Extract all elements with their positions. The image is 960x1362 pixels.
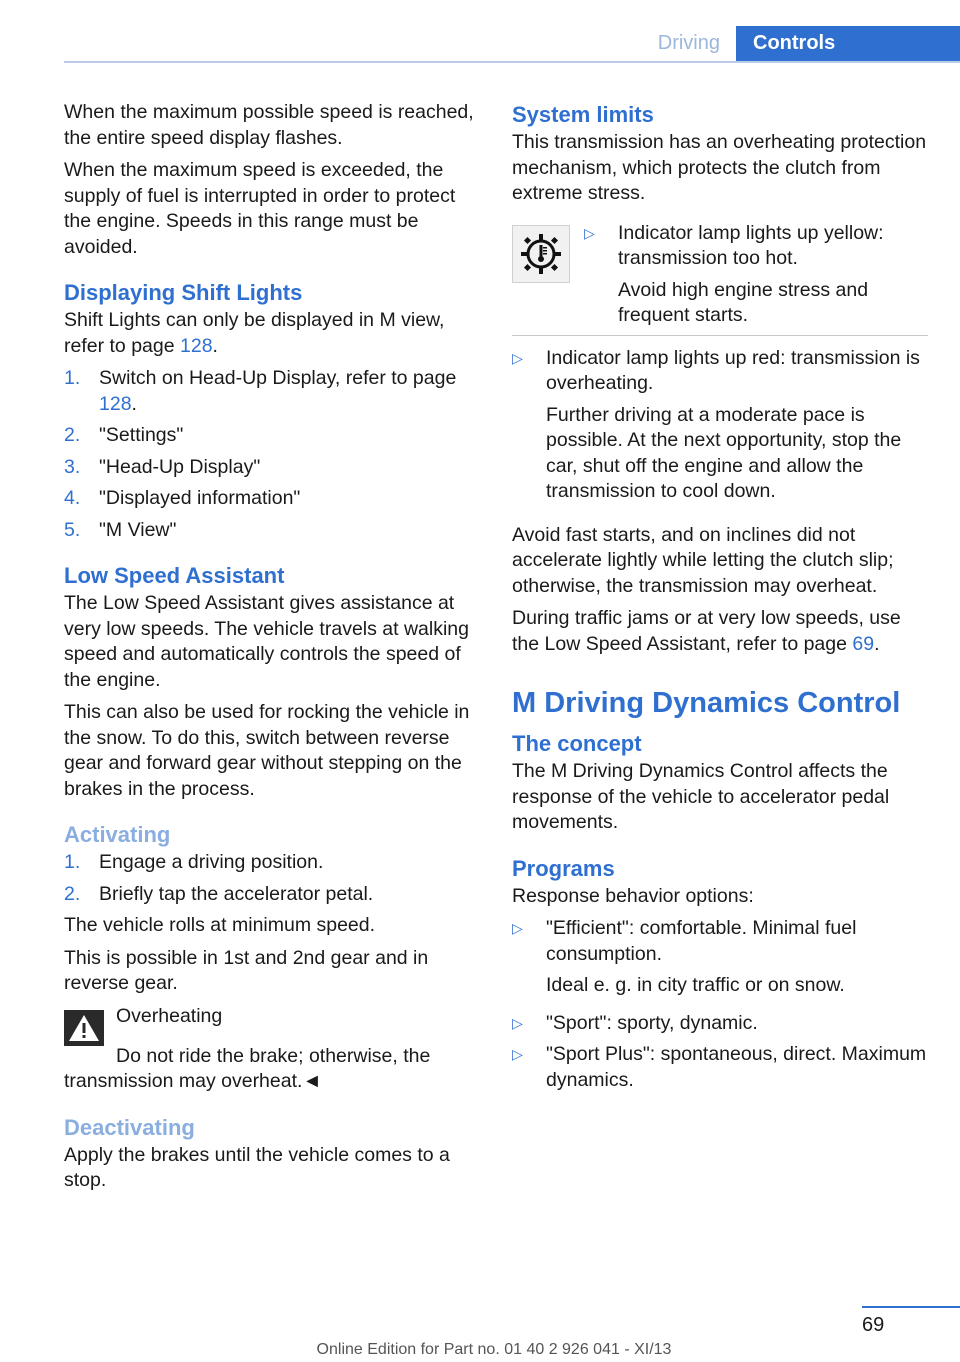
warning-note: [64, 1004, 478, 1046]
header-section: Driving: [657, 32, 720, 54]
list-item: 4. "Displayed information": [64, 487, 301, 509]
red-indicator-title: Indicator lamp lights up red: transmission is overheating.: [546, 346, 920, 394]
list-item: ▷ "Efficient": comfortable. Minimal fuel consumption. Ideal e. g. in city traffic or on snow.: [512, 916, 928, 1005]
warning-title: Overheating: [116, 1004, 223, 1027]
yellow-indicator-text: Avoid high engine stress and frequent starts.: [618, 278, 869, 326]
header-chapter: Controls: [736, 26, 960, 61]
programs-intro: Response behavior options:: [512, 884, 754, 907]
divider: [512, 335, 928, 336]
shift-lights-steps: [64, 366, 478, 543]
header-rule: [64, 61, 960, 63]
warning-text: Do not ride the brake; otherwise, the transmission may overheat.◄: [64, 1044, 431, 1092]
left-column: [64, 100, 478, 1201]
yellow-indicator-note: [512, 221, 928, 335]
deactivating-text: Apply the brakes until the vehicle comes to a stop.: [64, 1143, 450, 1191]
bullet-triangle-icon: ▷: [512, 920, 523, 936]
yellow-indicator-title: Indicator lamp lights up yellow: transmission too hot.: [618, 221, 884, 269]
list-item: 3. "Head-Up Display": [64, 455, 261, 478]
concept-heading: The concept: [512, 731, 642, 756]
bullet-triangle-icon: ▷: [512, 349, 523, 366]
traffic-advice: During traffic jams or at very low speeds, use the Low Speed Assistant, refer to page 69.: [512, 607, 901, 655]
programs-heading: Programs: [512, 855, 615, 881]
low-speed-heading: Low Speed Assistant: [64, 563, 285, 588]
list-item: 1. Switch on Head-Up Display, refer to page 128.: [64, 367, 457, 415]
low-speed-paragraph: This can also be used for rocking the vehicle in the snow. To do this, switch between reverse gear and forward gear without stepping on the brakes in the process.: [64, 701, 470, 800]
intro-paragraph: When the maximum possible speed is reached, the entire speed display flashes.: [64, 101, 474, 149]
intro-paragraph: When the maximum speed is exceeded, the supply of fuel is interrupted in order to protect the engine. Speeds in this range must be avoided.: [64, 159, 456, 258]
activating-paragraph: This is possible in 1st and 2nd gear and in reverse gear.: [64, 946, 429, 994]
bullet-triangle-icon: ▷: [512, 1014, 523, 1031]
edition-note: Online Edition for Part no. 01 40 2 926 041 - XI/13: [316, 1341, 672, 1358]
activating-steps: [64, 850, 478, 907]
bullet-triangle-icon: ▷: [584, 224, 595, 241]
page-number: 69: [862, 1314, 885, 1336]
footer-rule: [862, 1306, 960, 1308]
programs-list: [512, 916, 928, 1093]
list-item: 1. Engage a driving position.: [64, 851, 324, 873]
mddc-title: M Driving Dynamics Control: [512, 687, 901, 719]
list-item: 2. "Settings": [64, 424, 184, 446]
right-column: [512, 100, 928, 1099]
deactivating-heading: Deactivating: [64, 1114, 195, 1140]
system-limits-text: This transmission has an overheating protection mechanism, which protects the clutch from extreme stress.: [512, 131, 927, 204]
list-item: 5. "M View": [64, 518, 177, 541]
list-item: 2. Briefly tap the accelerator petal.: [64, 882, 374, 905]
warning-icon: [64, 1010, 104, 1046]
page-link[interactable]: 128: [99, 392, 132, 415]
activating-heading: Activating: [64, 822, 171, 847]
list-item: ▷ "Sport Plus": spontaneous, direct. Maximum dynamics.: [512, 1042, 928, 1093]
concept-text: The M Driving Dynamics Control affects the response of the vehicle to accelerator pedal movements.: [512, 760, 890, 833]
red-indicator-text: Further driving at a moderate pace is possible. At the next opportunity, stop the car, shut off the engine and allow the transmission to cool down.: [546, 403, 902, 502]
bullet-triangle-icon: ▷: [512, 1046, 523, 1062]
red-indicator-note: [512, 346, 928, 511]
transmission-temperature-icon: [512, 225, 570, 283]
shift-lights-text: Shift Lights can only be displayed in M view, refer to page 128.: [64, 309, 445, 357]
shift-lights-heading: Displaying Shift Lights: [64, 280, 303, 305]
activating-paragraph: The vehicle rolls at minimum speed.: [64, 914, 376, 936]
list-item: ▷ "Sport": sporty, dynamic.: [512, 1011, 928, 1037]
page-link[interactable]: 69: [852, 632, 875, 655]
system-limits-heading: System limits: [512, 102, 654, 127]
low-speed-paragraph: The Low Speed Assistant gives assistance at very low speeds. The vehicle travels at walking speed and automatically controls the speed of the engine.: [64, 592, 469, 691]
overheat-advice: Avoid fast starts, and on inclines did not accelerate lightly while letting the clutch slip; otherwise, the transmission may overheat.: [512, 523, 894, 597]
page-link[interactable]: 128: [180, 334, 213, 357]
